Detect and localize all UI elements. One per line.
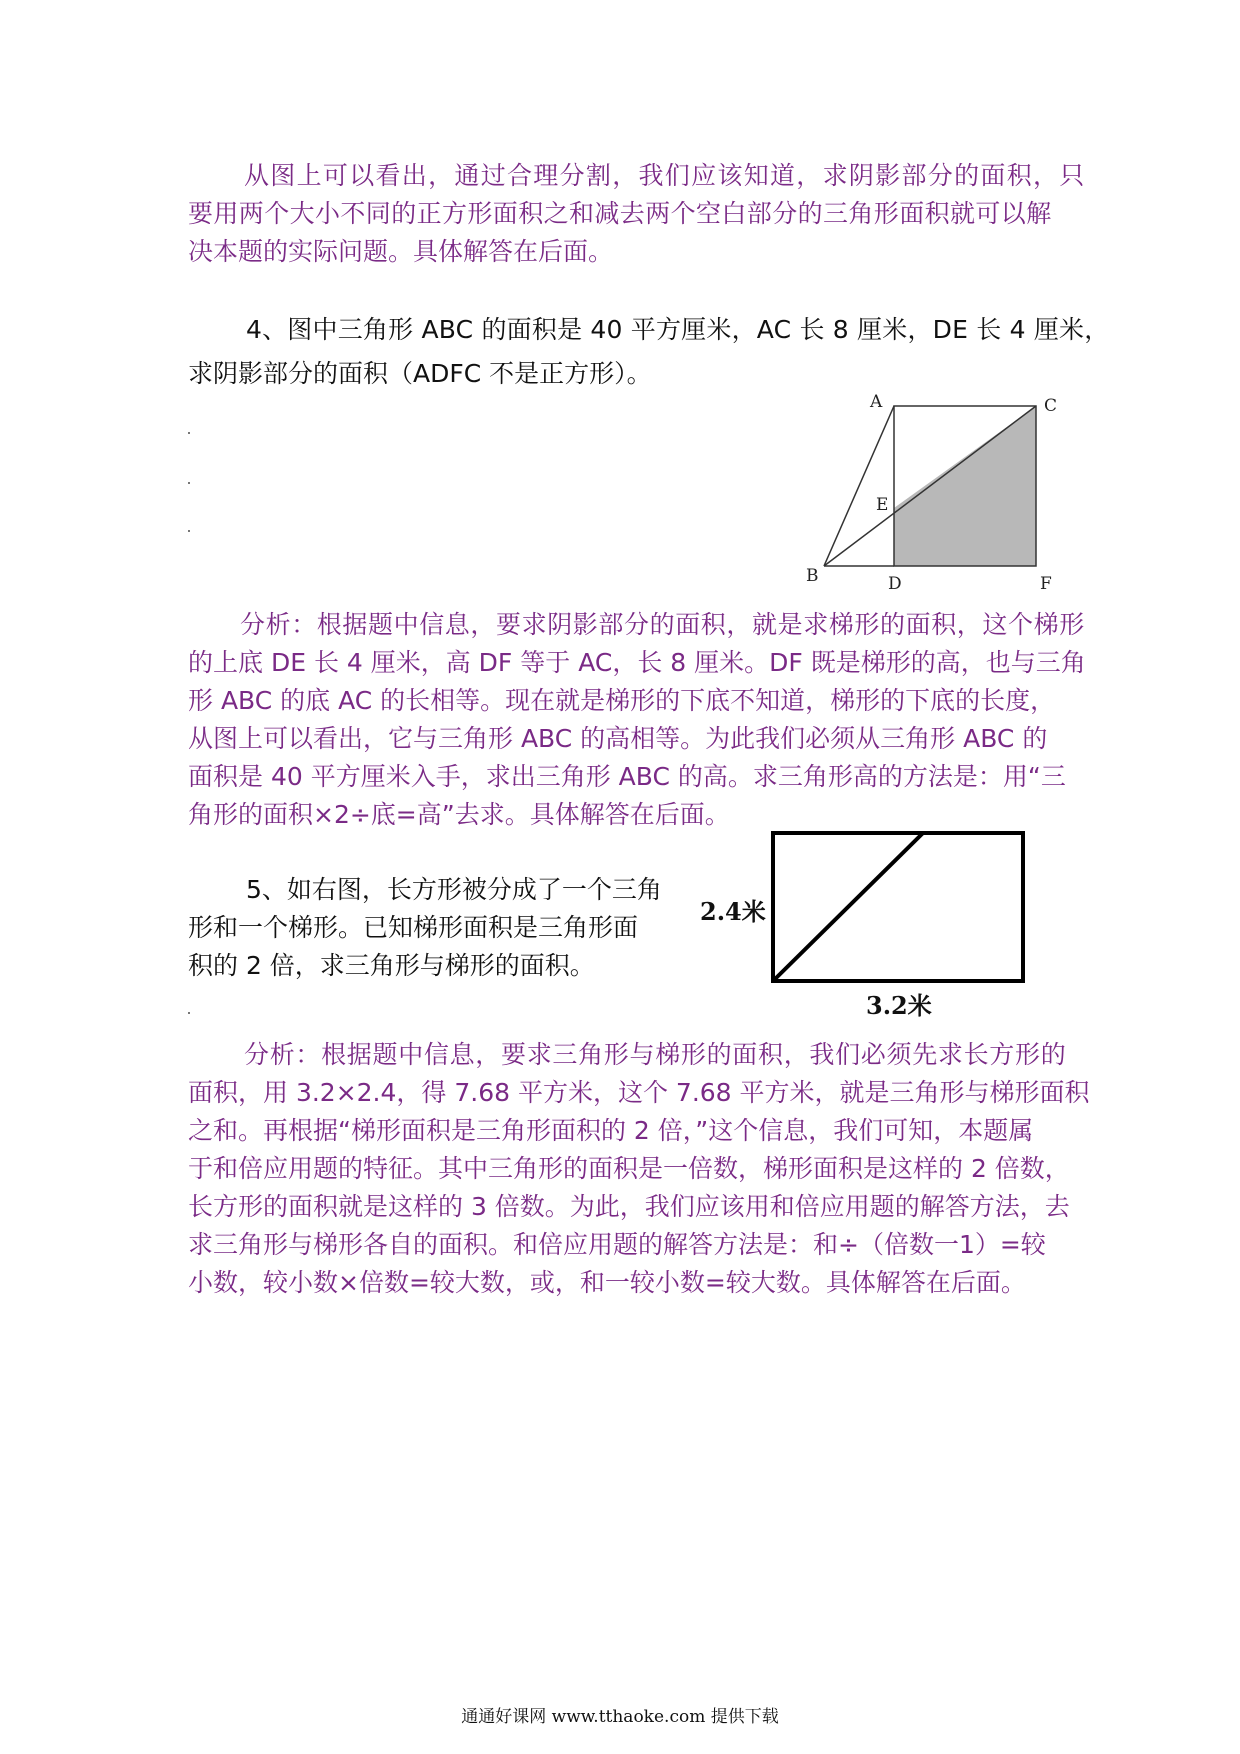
analysis-4-line-5: 面积是 40 平方厘米入手，求出三角形 ABC 的高。求三角形高的方法是：用“三 [188, 762, 1066, 791]
analysis-4-paragraph [188, 606, 1086, 834]
problem-5-line-1: 5、如右图，长方形被分成了一个三角 [246, 875, 662, 904]
analysis-4-line-6: 角形的面积×2÷底=高”去求。具体解答在后面。 [188, 800, 730, 829]
analysis-5-line-7: 小数，较小数×倍数=较大数，或，和一较小数=较大数。具体解答在后面。 [188, 1268, 1026, 1297]
problem-5-line-3: 积的 2 倍，求三角形与梯形的面积。 [188, 951, 595, 980]
scan-speck [188, 432, 190, 434]
analysis-4-line-2: 的上底 DE 长 4 厘米，高 DF 等于 AC，长 8 厘米。DF 既是梯形的高，也与三角 [188, 648, 1086, 677]
label-f: F [1040, 574, 1052, 594]
analysis-4-line-4: 从图上可以看出，它与三角形 ABC 的高相等。为此我们必须从三角形 ABC 的 [188, 724, 1048, 753]
segment-ab [824, 406, 894, 566]
figure-5-diagram [770, 830, 1030, 990]
analysis-5-line-1: 分析：根据题中信息，要求三角形与梯形的面积，我们必须先求长方形的 [244, 1040, 1067, 1069]
problem-4-text [188, 308, 1109, 396]
scan-speck [188, 1012, 190, 1014]
analysis-5-line-2: 面积，用 3.2×2.4，得 7.68 平方米，这个 7.68 平方米，就是三角形与梯形面积 [188, 1078, 1090, 1107]
analysis-5-line-4: 于和倍应用题的特征。其中三角形的面积是一倍数，梯形面积是这样的 2 倍数， [188, 1154, 1070, 1183]
analysis-4-line-3: 形 ABC 的底 AC 的长相等。现在就是梯形的下底不知道，梯形的下底的长度， [188, 686, 1056, 715]
shaded-trapezoid [894, 406, 1036, 566]
label-a: A [870, 392, 883, 412]
figure-4-diagram [800, 390, 1080, 600]
label-c: C [1044, 396, 1058, 416]
scan-speck [188, 530, 190, 532]
analysis-5-line-5: 长方形的面积就是这样的 3 倍数。为此，我们应该用和倍应用题的解答方法，去 [188, 1192, 1070, 1221]
analysis-4-line-1: 分析：根据题中信息，要求阴影部分的面积，就是求梯形的面积，这个梯形 [240, 610, 1085, 639]
problem-4-line-2: 求阴影部分的面积（ADFC 不是正方形）。 [188, 359, 652, 388]
page-footer: 通通好课网 www.tthaoke.com 提供下载 [461, 1707, 779, 1727]
intro-paragraph [188, 157, 1086, 271]
intro-line-2: 要用两个大小不同的正方形面积之和减去两个空白部分的三角形面积就可以解 [188, 199, 1052, 228]
width-label: 3.2米 [866, 991, 932, 1020]
problem-5-line-2: 形和一个梯形。已知梯形面积是三角形面 [188, 913, 639, 942]
scan-speck [188, 482, 190, 484]
label-d: D [888, 574, 902, 594]
label-e: E [876, 495, 889, 515]
diagonal-divider [773, 833, 923, 981]
analysis-5-line-6: 求三角形与梯形各自的面积。和倍应用题的解答方法是：和÷（倍数一1）=较 [188, 1230, 1046, 1259]
height-label: 2.4米 [700, 897, 766, 926]
analysis-5-line-3: 之和。再根据“梯形面积是三角形面积的 2 倍，”这个信息，我们可知，本题属 [188, 1116, 1034, 1145]
label-b: B [806, 566, 819, 586]
intro-line-1: 从图上可以看出，通过合理分割，我们应该知道，求阴影部分的面积，只 [244, 161, 1086, 190]
problem-4-line-1: 4、图中三角形 ABC 的面积是 40 平方厘米，AC 长 8 厘米，DE 长 4 厘米， [246, 315, 1110, 344]
analysis-5-paragraph [188, 1036, 1090, 1302]
problem-5-text [188, 871, 662, 985]
intro-line-3: 决本题的实际问题。具体解答在后面。 [188, 237, 614, 266]
